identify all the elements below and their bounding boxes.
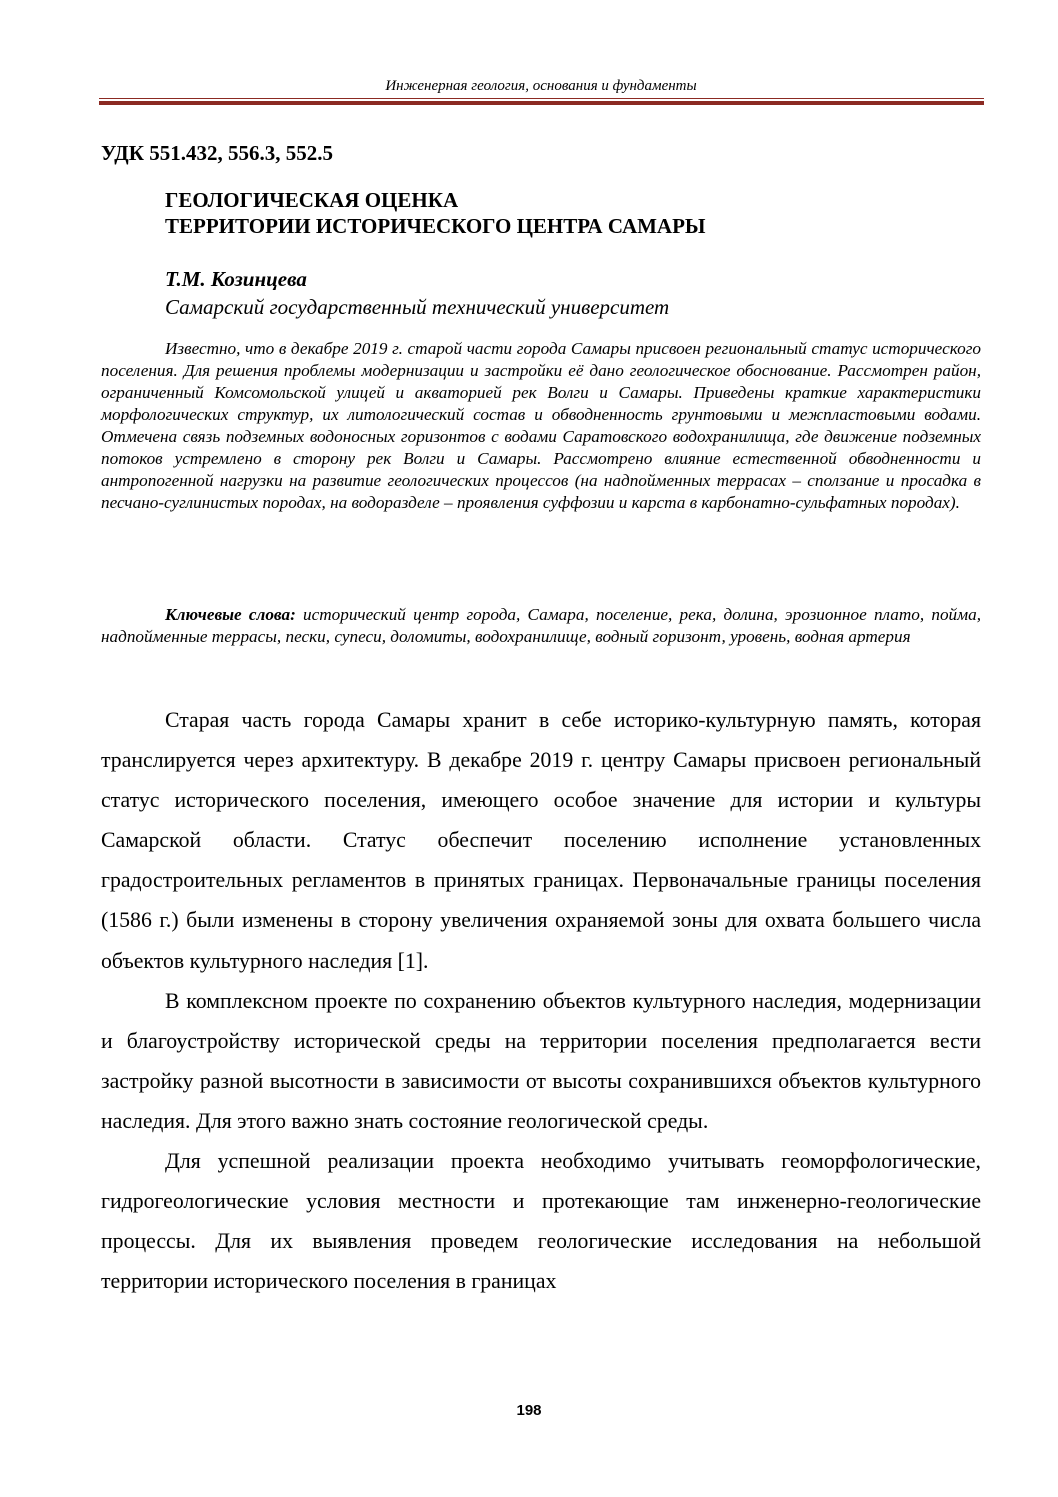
- body-paragraph-2: В комплексном проекте по сохранению объектов культурного наследия, модернизации и благоустройству исторической среды на территории поселения предполагается вести застройку разной высотности в зависимости от высоты сохранившихся объектов культурного наследия. Для этого важно знать состояние геологической среды.: [101, 988, 981, 1133]
- keywords: [101, 604, 981, 648]
- abstract: Известно, что в декабре 2019 г. старой части города Самары присвоен региональный статус исторического поселения. Для решения проблемы модернизации и застройки её дано геологическое обоснование. Рассмотрен район, ограниченный Комсомольской улицей и акваторией рек Волги и Самары. Приведены краткие характеристики морфологических структур, их литологический состав и обводненность грунтовыми и межпластовыми водами. Отмечена связь подземных водоносных горизонтов с водами Саратовского водохранилища, где движение подземных потоков устремлено в сторону рек Волги и Самары. Рассмотрено влияние естественной обводненности и антропогенной нагрузки на развитие геологических процессов (на надпойменных террасах – сползание и просадка в песчано-суглинистых породах, на водоразделе – проявления суффозии и карста в карбонатно-сульфатных породах).: [101, 339, 981, 512]
- page-number: 198: [516, 1402, 542, 1419]
- author-name: Т.М. Козинцева: [165, 267, 307, 291]
- keywords-list: исторический центр города, Самара, поселение, река, долина, эрозионное плато, пойма, надпойменные террасы, пески, супеси, доломиты, водохранилище, водный горизонт, уровень, водная артерия: [101, 605, 981, 646]
- body-paragraph-1: Старая часть города Самары хранит в себе историко-культурную память, которая транслируется через архитектуру. В декабре 2019 г. центру Самары присвоен региональный статус исторического поселения, имеющего особое значение для истории и культуры Самарской области. Статус обеспечит поселению исполнение установленных градостроительных регламентов в принятых границах. Первоначальные границы поселения (1586 г.) были изменены в сторону увеличения охраняемой зоны для охвата большего числа объектов культурного наследия [1].: [101, 708, 981, 973]
- keywords-label: Ключевые слова:: [165, 605, 296, 624]
- author-affiliation: Самарский государственный технический университет: [165, 295, 670, 319]
- running-title: Инженерная геология, основания и фундаменты: [385, 78, 697, 94]
- header-rule-thick: [99, 101, 984, 105]
- header-rule-thin: [99, 98, 984, 99]
- body-paragraph-3: Для успешной реализации проекта необходимо учитывать геоморфологические, гидрогеологические условия местности и протекающие там инженерно-геологические процессы. Для их выявления проведем геологические исследования на небольшой территории исторического поселения в границах: [101, 1149, 981, 1294]
- title-line-2: ТЕРРИТОРИИ ИСТОРИЧЕСКОГО ЦЕНТРА САМАРЫ: [165, 214, 706, 238]
- article-title: [165, 187, 706, 239]
- title-line-1: ГЕОЛОГИЧЕСКАЯ ОЦЕНКА: [165, 188, 459, 212]
- udc-code: УДК 551.432, 556.3, 552.5: [101, 141, 333, 165]
- body-text: [101, 700, 981, 1301]
